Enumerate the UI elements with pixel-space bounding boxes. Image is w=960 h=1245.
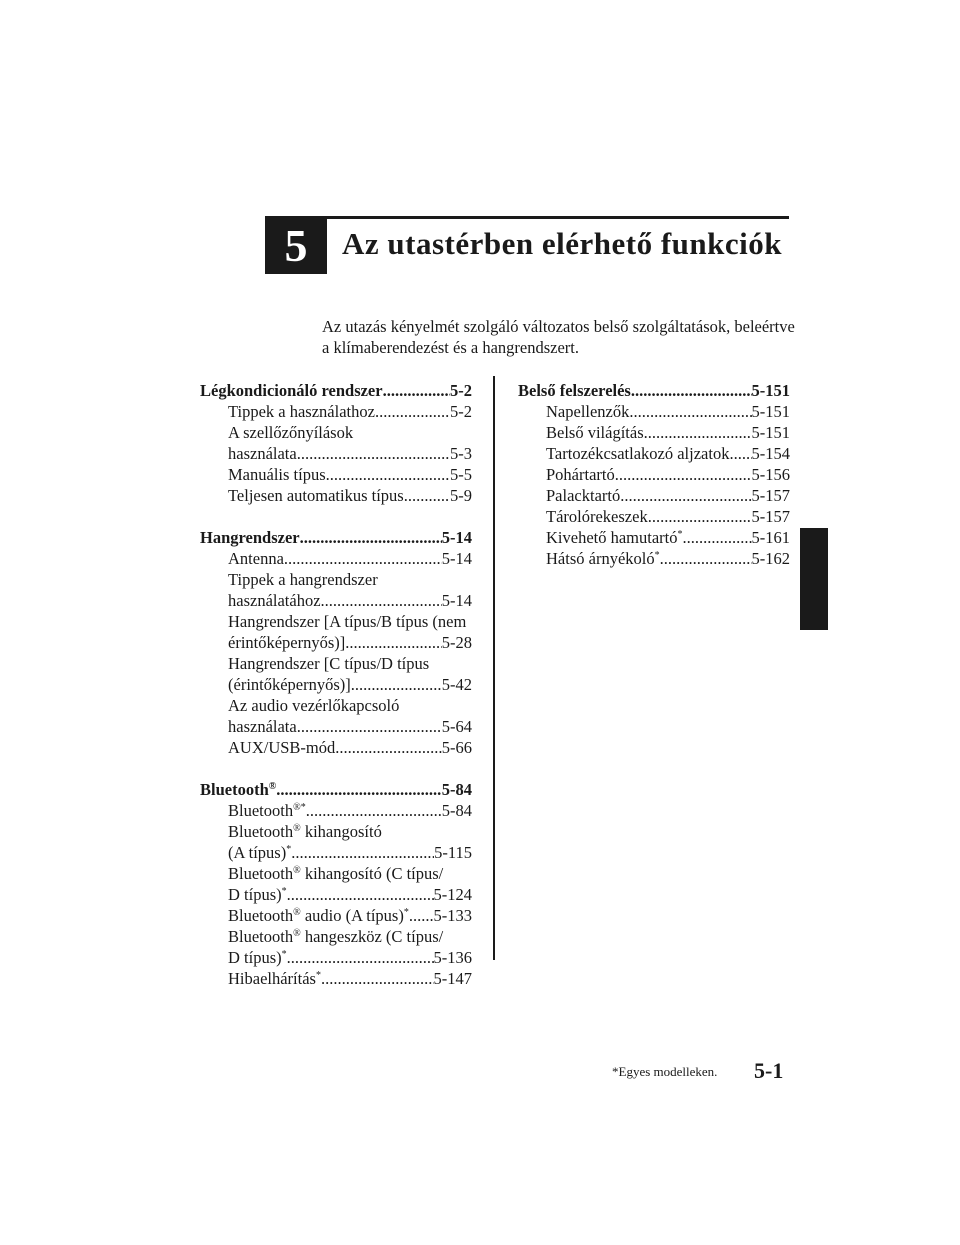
toc-right-column: [518, 380, 790, 590]
toc-heading-interior[interactable]: Belső felszerelés ..... 5-151: [518, 380, 790, 401]
toc-entry[interactable]: érintőképernyős)] ..... 5-28: [200, 632, 472, 653]
toc-group-bluetooth: [200, 779, 472, 989]
toc-entry-line1: Hangrendszer [C típus/D típus: [228, 654, 430, 673]
toc-entry-line1: Az audio vezérlőkapcsoló: [228, 696, 400, 715]
toc-group-climate: [200, 380, 472, 506]
toc-entry[interactable]: Teljesen automatikus típus ..... 5-9: [200, 485, 472, 506]
chapter-title: Az utastérben elérhető funkciók: [342, 226, 782, 261]
toc-entry[interactable]: Manuális típus ..... 5-5: [200, 464, 472, 485]
toc-entry-line1: Bluetooth® hangeszköz (C típus/: [228, 927, 444, 946]
toc-entry[interactable]: Bluetooth®* ..... 5-84: [200, 800, 472, 821]
toc-entry[interactable]: D típus)* ..... 5-136: [200, 947, 472, 968]
toc-entry[interactable]: Tippek a használathoz ..... 5-2: [200, 401, 472, 422]
toc-heading-audio[interactable]: Hangrendszer ..... 5-14: [200, 527, 472, 548]
toc-entry[interactable]: használata ..... 5-64: [200, 716, 472, 737]
toc-entry[interactable]: Palacktartó ..... 5-157: [518, 485, 790, 506]
toc-entry-line1: Bluetooth® kihangosító (C típus/: [228, 864, 444, 883]
chapter-side-tab: [800, 528, 828, 630]
toc-entry[interactable]: Tartozékcsatlakozó aljzatok ..... 5-154: [518, 443, 790, 464]
toc-entry[interactable]: Hibaelhárítás* ..... 5-147: [200, 968, 472, 989]
chapter-number: 5: [265, 216, 327, 274]
toc-entry[interactable]: Bluetooth® audio (A típus)* ..... 5-133: [200, 905, 472, 926]
toc-entry[interactable]: használata ..... 5-3: [200, 443, 472, 464]
column-divider: [493, 376, 495, 960]
footnote: *Egyes modelleken.: [612, 1064, 718, 1079]
toc-entry[interactable]: (érintőképernyős)] ..... 5-42: [200, 674, 472, 695]
toc-entry[interactable]: Tárolórekeszek ..... 5-157: [518, 506, 790, 527]
toc-entry[interactable]: használatához ..... 5-14: [200, 590, 472, 611]
toc-heading-climate[interactable]: Légkondicionáló rendszer ..... 5-2: [200, 380, 472, 401]
toc-entry[interactable]: Belső világítás ..... 5-151: [518, 422, 790, 443]
toc-entry[interactable]: (A típus)* ..... 5-115: [200, 842, 472, 863]
toc-entry[interactable]: Antenna ..... 5-14: [200, 548, 472, 569]
toc-entry[interactable]: Napellenzők ..... 5-151: [518, 401, 790, 422]
toc-entry-line1: Bluetooth® kihangosító: [228, 822, 382, 841]
toc-heading-bluetooth[interactable]: Bluetooth® ..... 5-84: [200, 779, 472, 800]
page-number: 5-1: [754, 1058, 784, 1083]
chapter-rule: [327, 216, 789, 219]
toc-entry[interactable]: D típus)* ..... 5-124: [200, 884, 472, 905]
intro-line-2: a klímaberendezést és a hangrendszert.: [322, 338, 579, 357]
toc-entry[interactable]: AUX/USB-mód ..... 5-66: [200, 737, 472, 758]
toc-group-interior: [518, 380, 790, 569]
toc-entry[interactable]: Kivehető hamutartó* ..... 5-161: [518, 527, 790, 548]
toc-entry[interactable]: Hátsó árnyékoló* ..... 5-162: [518, 548, 790, 569]
toc-entry-line1: Tippek a hangrendszer: [228, 570, 378, 589]
toc-entry[interactable]: Pohártartó ..... 5-156: [518, 464, 790, 485]
toc-group-audio: [200, 527, 472, 758]
chapter-intro: [322, 316, 795, 358]
toc-entry-line1: Hangrendszer [A típus/B típus (nem: [228, 612, 467, 631]
toc-entry-line1: A szellőzőnyílások: [228, 423, 354, 442]
intro-line-1: Az utazás kényelmét szolgáló változatos belső szolgáltatások, beleértve: [322, 317, 795, 336]
toc-left-column: [200, 380, 472, 1010]
